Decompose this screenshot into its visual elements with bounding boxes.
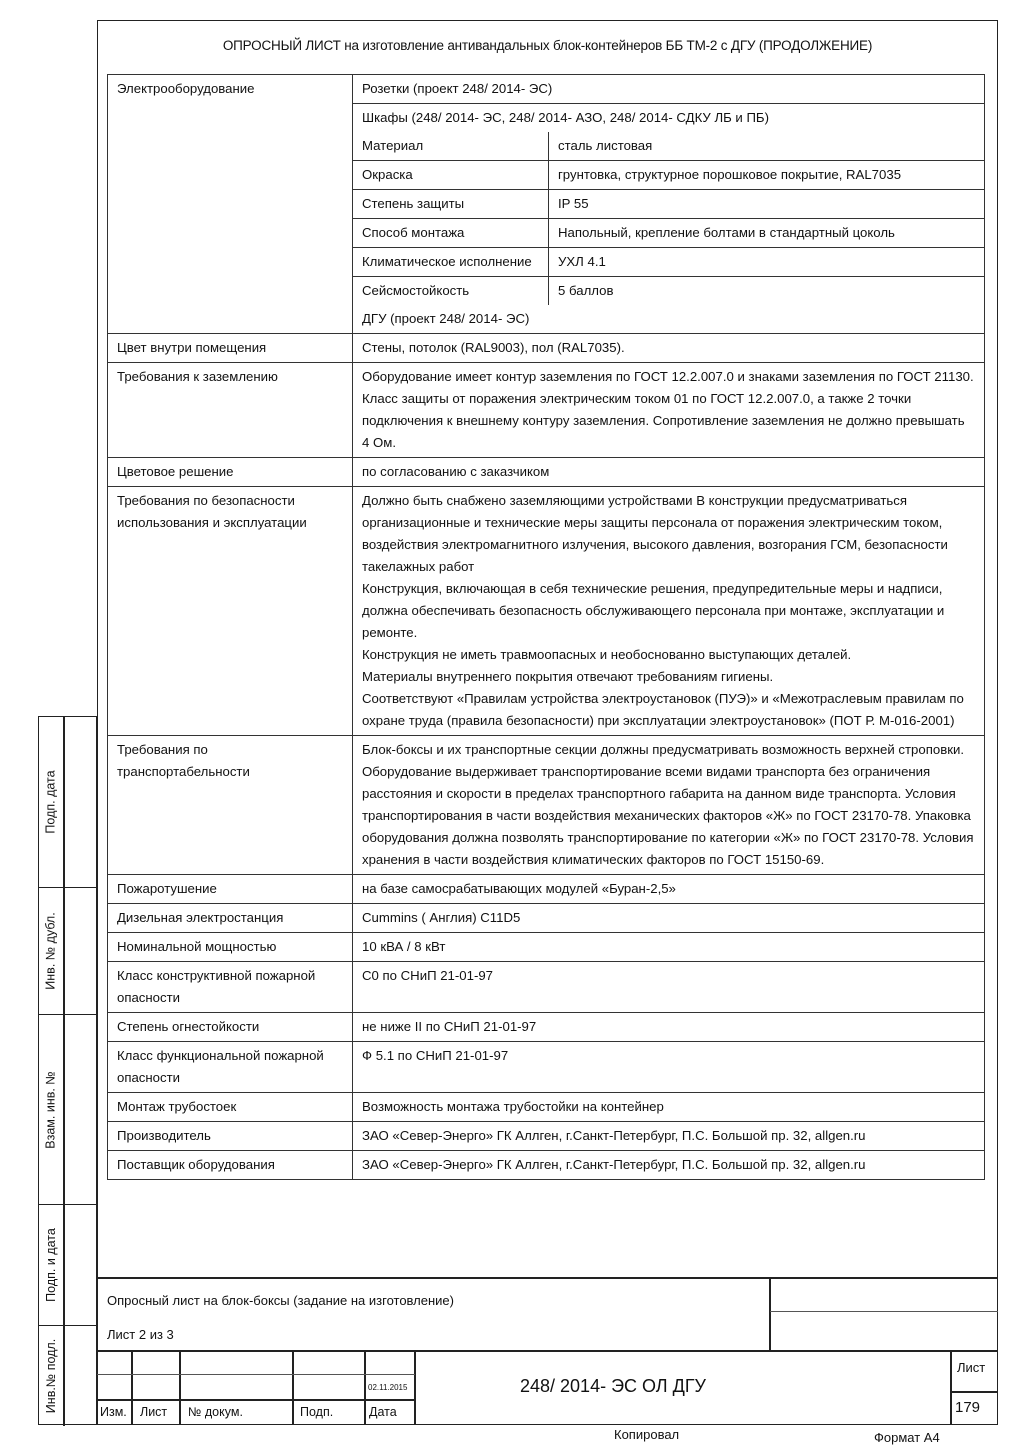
- row-value-paragraph: С0 по СНиП 21-01-97: [362, 968, 494, 983]
- row-value-paragraph: Оборудование имеет контур заземления по ГОСТ 12.2.007.0 и знаками заземления по ГОСТ 21130. Класс защиты от поражения электрическим током 01 по ГОСТ 12.2.007.0, а также 2 точки подключения к внешнему контуру заземления. Сопротивление заземления не должно превышать 4 Ом.: [362, 369, 974, 450]
- property-key: Сейсмостойкость: [353, 277, 549, 306]
- row-value: [353, 962, 985, 1013]
- table-row: [108, 1093, 985, 1122]
- row-label: Монтаж трубостоек: [108, 1093, 353, 1122]
- sheet-number: 179: [955, 1399, 981, 1416]
- row-value-paragraph: ЗАО «Север-Энерго» ГК Аллген, г.Санкт-Петербург, П.С. Большой пр. 32, allgen.ru: [362, 1157, 866, 1172]
- row-value: [353, 1093, 985, 1122]
- side-stamp-label: Инв.№ подл.: [44, 1338, 59, 1414]
- side-stamp-label: Взам. инв. №: [44, 1070, 59, 1149]
- row-value: [353, 487, 985, 736]
- row-value-paragraph: Оборудование выдерживает транспортирование всеми видами транспорта без ограничения расстояния и скорости в пределах транспортного габарита на данном виде транспорта. Условия транспортирования в части воздействия механических факторов «Ж» по ГОСТ 23170-78. Упаковка оборудования должна позволять транспортирование по категории «Ж» по ГОСТ 23170-78. Условия хранения в части воздействия климатических факторов по ГОСТ 15150-69.: [362, 764, 974, 867]
- date-value: 02.11.2015: [368, 1383, 408, 1392]
- table-row: [108, 904, 985, 933]
- property-value: сталь листовая: [549, 132, 985, 161]
- side-stamp-label: Подп. и дата: [44, 1228, 59, 1302]
- side-replace-inv: [39, 1014, 96, 1204]
- table-row-electrical: [108, 75, 985, 334]
- copied-label: Копировал: [614, 1427, 680, 1442]
- row-value-paragraph: Возможность монтажа трубостойки на контейнер: [362, 1099, 664, 1114]
- table-row: [108, 962, 985, 1013]
- table-row: [108, 1013, 985, 1042]
- table-row: [108, 334, 985, 363]
- property-value: грунтовка, структурное порошковое покрытие, RAL7035: [549, 161, 985, 190]
- row-label: Номинальной мощностью: [108, 933, 353, 962]
- property-row: [353, 190, 984, 219]
- property-value: Напольный, крепление болтами в стандартный цоколь: [549, 219, 985, 248]
- table-row: [108, 363, 985, 458]
- row-label: Дизельная электростанция: [108, 904, 353, 933]
- row-value-paragraph: Стены, потолок (RAL9003), пол (RAL7035).: [362, 340, 625, 355]
- row-value-paragraph: Ф 5.1 по СНиП 21-01-97: [362, 1048, 509, 1063]
- row-value-paragraph: Материалы внутреннего покрытия отвечают требованиям гигиены.: [362, 669, 774, 684]
- table-row: [108, 1122, 985, 1151]
- table-row: [108, 736, 985, 875]
- table-row: [108, 875, 985, 904]
- property-row: [353, 248, 984, 277]
- row-label: Класс конструктивной пожарной опасности: [108, 962, 353, 1013]
- title-block-sheet-of: Лист 2 из 3: [107, 1327, 174, 1342]
- row-value-paragraph: Блок-боксы и их транспортные секции должны предусматривать возможность верхней строповки.: [362, 742, 965, 757]
- row-value: [353, 1042, 985, 1093]
- row-label: Требования по транспортабельности: [108, 736, 353, 875]
- side-inv-dup: [39, 887, 96, 1014]
- side-stamp-label: Инв. № дубл.: [44, 912, 58, 990]
- header-list: Лист: [140, 1405, 168, 1419]
- property-key: Степень защиты: [353, 190, 549, 219]
- row-value-paragraph: Соответствуют «Правилам устройства электроустановок (ПУЭ)» и «Межотраслевым правилам по охране труда (правила безопасности) при эксплуатации электроустановок» (ПОТ Р. М-016-2001): [362, 691, 964, 728]
- row-label: Цвет внутри помещения: [108, 334, 353, 363]
- row-label: Производитель: [108, 1122, 353, 1151]
- property-value: IP 55: [549, 190, 985, 219]
- row-value: [353, 736, 985, 875]
- side-sign-and-date: [39, 1204, 96, 1325]
- side-sign-date: [39, 717, 96, 887]
- questionnaire-table: [107, 74, 985, 1180]
- row-value: [353, 1151, 985, 1180]
- side-stamp: [38, 716, 97, 1425]
- property-value: 5 баллов: [558, 283, 614, 298]
- row-label: Степень огнестойкости: [108, 1013, 353, 1042]
- side-stamp-label: Подп. дата: [44, 770, 58, 834]
- row-label: Требования по безопасности использования и эксплуатации: [108, 487, 353, 736]
- title-block-description: Опросный лист на блок-боксы (задание на изготовление): [107, 1293, 454, 1308]
- row-value: [353, 363, 985, 458]
- cabinets-text: Шкафы (248/ 2014- ЭС, 248/ 2014- АЗО, 248/ 2014- СДКУ ЛБ и ПБ): [362, 110, 769, 125]
- table-row: [108, 1042, 985, 1093]
- row-value-paragraph: на базе самосрабатывающих модулей «Буран-2,5»: [362, 881, 676, 896]
- header-sign: Подп.: [300, 1405, 334, 1419]
- row-label: Цветовое решение: [108, 458, 353, 487]
- row-value-paragraph: не ниже II по СНиП 21-01-97: [362, 1019, 537, 1034]
- document-title: ОПРОСНЫЙ ЛИСТ на изготовление антивандальных блок-контейнеров ББ ТМ-2 с ДГУ (ПРОДОЛЖЕНИЕ): [222, 38, 873, 53]
- row-value-paragraph: 10 кВА / 8 кВт: [362, 939, 446, 954]
- property-key: Климатическое исполнение: [353, 248, 549, 277]
- row-value-paragraph: Cummins ( Англия) C11D5: [362, 910, 521, 925]
- row-value: [353, 458, 985, 487]
- row-label: Класс функциональной пожарной опасности: [108, 1042, 353, 1093]
- row-value: [353, 1122, 985, 1151]
- side-inv-orig: [39, 1325, 96, 1426]
- table-row: [108, 1151, 985, 1180]
- row-label: Пожаротушение: [108, 875, 353, 904]
- table-row: [108, 933, 985, 962]
- property-row: [353, 161, 984, 190]
- row-value: [353, 933, 985, 962]
- row-value: [353, 904, 985, 933]
- row-value-paragraph: Конструкция не иметь травмоопасных и необоснованно выступающих деталей.: [362, 647, 852, 662]
- row-label: Требования к заземлению: [108, 363, 353, 458]
- row-label: Электрооборудование: [108, 75, 353, 334]
- property-row: [353, 219, 984, 248]
- row-value-paragraph: Должно быть снабжено заземляющими устройствами В конструкции предусматриваться организационные и технические меры защиты персонала от поражения электрическим током, воздействия электромагнитного излучения, высокого давления, возгорания ГСМ, безопасности такелажных работ: [362, 493, 948, 574]
- property-value: УХЛ 4.1: [549, 248, 985, 277]
- row-value: [353, 1013, 985, 1042]
- row-value-paragraph: по согласованию с заказчиком: [362, 464, 550, 479]
- header-doc-no: № докум.: [188, 1405, 243, 1419]
- electrical-subtable: [353, 75, 984, 333]
- property-row: [353, 132, 984, 161]
- document-designation: 248/ 2014- ЭС ОЛ ДГУ: [520, 1376, 706, 1396]
- table-row: [108, 458, 985, 487]
- row-value: [353, 334, 985, 363]
- sheet-label: Лист: [957, 1360, 986, 1375]
- property-key: Материал: [353, 132, 549, 161]
- row-value: [353, 875, 985, 904]
- property-row: [353, 277, 984, 306]
- format-label: Формат А4: [874, 1430, 940, 1445]
- header-izm: Изм.: [100, 1405, 127, 1419]
- table-row: [108, 487, 985, 736]
- row-label: Поставщик оборудования: [108, 1151, 353, 1180]
- header-date: Дата: [369, 1405, 397, 1419]
- property-key: Способ монтажа: [353, 219, 549, 248]
- dgu-text: ДГУ (проект 248/ 2014- ЭС): [362, 311, 530, 326]
- row-value-paragraph: Конструкция, включающая в себя технические решения, предупредительные меры и надписи, должна обеспечивать безопасность обслуживающего персонала при монтаже, эксплуатации и ремонте.: [362, 581, 945, 640]
- sockets-text: Розетки (проект 248/ 2014- ЭС): [353, 75, 984, 104]
- property-key: Окраска: [353, 161, 549, 190]
- row-value-paragraph: ЗАО «Север-Энерго» ГК Аллген, г.Санкт-Петербург, П.С. Большой пр. 32, allgen.ru: [362, 1128, 866, 1143]
